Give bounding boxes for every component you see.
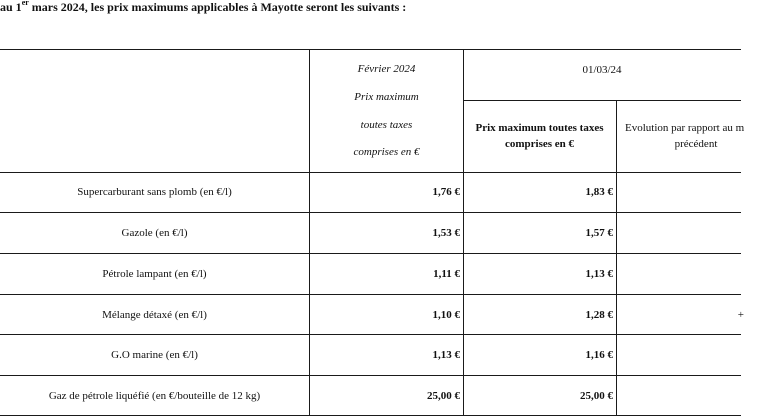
feb-price: 1,13 € xyxy=(432,349,460,361)
product-label: Pétrole lampant (en €/l) xyxy=(102,268,207,280)
row-divider xyxy=(0,253,741,254)
table-border-bottom xyxy=(0,415,741,416)
product-label: G.O marine (en €/l) xyxy=(111,349,198,361)
feb-price: 1,10 € xyxy=(432,309,460,321)
header-max-price-line: comprises en € xyxy=(504,138,575,150)
mar-price: 1,16 € xyxy=(585,349,613,361)
feb-price: 25,00 € xyxy=(427,390,460,402)
header-feb-line: Prix maximum xyxy=(354,91,419,103)
row-divider xyxy=(0,212,741,213)
product-label: Supercarburant sans plomb (en €/l) xyxy=(77,186,232,198)
row-divider xyxy=(0,172,741,173)
header-max-price-line: Prix maximum toutes taxes xyxy=(475,122,604,134)
table-border-top xyxy=(0,49,741,50)
intro-sup: er xyxy=(21,0,29,7)
feb-price: 1,76 € xyxy=(432,186,460,198)
row-divider xyxy=(0,334,741,335)
header-evolution-line: précédent xyxy=(674,138,718,150)
header-feb-line: toutes taxes xyxy=(360,119,413,131)
intro-text xyxy=(0,0,406,14)
row-divider xyxy=(0,375,741,376)
header-evolution-line: Evolution par rapport au m xyxy=(625,122,745,134)
feb-price: 1,53 € xyxy=(432,227,460,239)
mar-price: 1,57 € xyxy=(585,227,613,239)
header-divider xyxy=(463,100,741,101)
evolution-value: + xyxy=(737,309,744,321)
mar-price: 1,83 € xyxy=(585,186,613,198)
header-february xyxy=(309,52,464,172)
header-date: 01/03/24 xyxy=(582,64,622,76)
mar-price: 25,00 € xyxy=(580,390,613,402)
product-label: Gaz de pétrole liquéfié (en €/bouteille de 12 kg) xyxy=(48,390,261,402)
header-feb-line: Février 2024 xyxy=(357,63,416,75)
product-label: Mélange détaxé (en €/l) xyxy=(102,309,207,321)
row-divider xyxy=(0,294,741,295)
intro-post: mars 2024, les prix maximums applicables à Mayotte seront les suivants : xyxy=(28,0,407,14)
mar-price: 1,28 € xyxy=(585,309,613,321)
feb-price: 1,11 € xyxy=(433,268,460,280)
product-label: Gazole (en €/l) xyxy=(121,227,188,239)
mar-price: 1,13 € xyxy=(585,268,613,280)
intro-pre: au 1 xyxy=(0,0,22,14)
header-feb-line: comprises en € xyxy=(353,146,420,158)
